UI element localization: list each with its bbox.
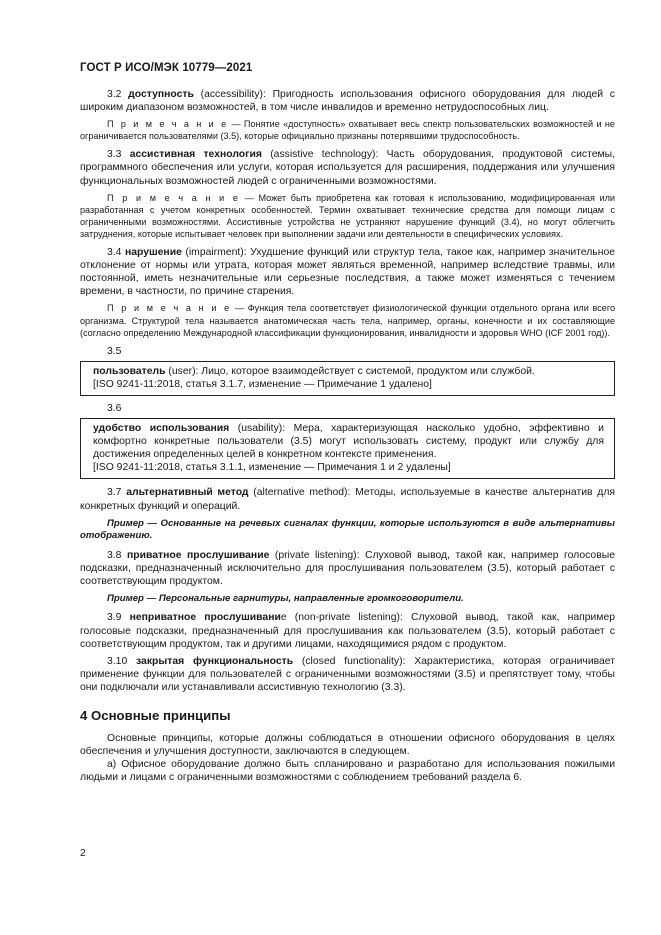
example-3-7: Пример — Основанные на речевых сигналах функции, которые используются в виде альтернативы отображению. bbox=[80, 517, 615, 542]
term-3-5-box bbox=[80, 361, 615, 396]
term-title: пользователь bbox=[93, 365, 166, 377]
term-definition: (non-private listening): Слуховой вывод, такой как, например голосовые подсказки, предназначенный для прослушивания как пользователем (3.5), который работает с соответствующим продуктом, так и другими лицами, находящимися рядом с продуктом. bbox=[80, 612, 616, 650]
section-4-title: 4 Основные принципы bbox=[80, 707, 231, 723]
note-text: — Понятие «доступность» охватывает весь спектр пользовательских возможностей и не ограничивается пользователями (3.5), которые официально признаны потерявшими трудоспособность. bbox=[80, 119, 615, 142]
term-definition: (closed functionality): Характеристика, которая ограничивает применение функции для пользователей с ограниченными возможностями (3.5) и препятствует тому, чтобы они подключали или устанавливали ассистивную технологию (3.3). bbox=[80, 655, 615, 693]
section-4-item-a: а) Офисное оборудование должно быть спланировано и разработано для использования пожилыми людьми и лицами с ограниченными возможностями с соблюдением требований раздела 6. bbox=[80, 759, 615, 784]
term-3-6-number: 3.6 bbox=[107, 402, 122, 414]
term-3-5-number: 3.5 bbox=[107, 345, 122, 357]
term-number: 3.9 bbox=[107, 612, 122, 624]
page-number: 2 bbox=[80, 848, 86, 859]
term-source: [ISO 9241-11:2018, статья 3.1.7, изменение — Примечание 1 удалено] bbox=[93, 378, 432, 390]
term-number: 3.3 bbox=[107, 149, 122, 161]
term-3-6 bbox=[93, 422, 604, 461]
term-3-2 bbox=[80, 88, 615, 114]
document-header: ГОСТ Р ИСО/МЭК 10779—2021 bbox=[80, 62, 253, 74]
term-source: [ISO 9241-11:2018, статья 3.1.1, изменение — Примечания 1 и 2 удалены] bbox=[93, 462, 451, 474]
note-text: — Может быть приобретена как готовая к использованию, модифицированная или разработанная с учетом конкретных особенностей. Термин охватывает технические средства для помощи лицам с ограниченными возможностями. Ассистивные устройства не устраняют нарушение функций (3.4), но могут облегчить затруднения, которые испытывает человек при выполнении задачи или деятельности в специфических условиях. bbox=[80, 192, 616, 239]
note-label: П р и м е ч а н и е bbox=[107, 119, 229, 130]
term-title: альтернативный метод bbox=[126, 487, 249, 499]
term-3-7 bbox=[80, 486, 615, 512]
example-3-8: Пример — Персональные гарнитуры, направленные громкоговорители. bbox=[107, 592, 464, 604]
term-3-3 bbox=[80, 148, 615, 187]
term-3-9 bbox=[80, 611, 615, 650]
note-label: П р и м е ч а н и е bbox=[107, 303, 232, 314]
document-body bbox=[80, 88, 615, 788]
term-definition: (user): Лицо, которое взаимодействует с системой, продуктом или службой. bbox=[168, 365, 535, 377]
term-definition: (assistive technology): Часть оборудования, продуктовой системы, программного обеспечения или услуги, которая используется для расширения, поддержания или улучшения функциональных возможностей людей с ограниченными возможностями. bbox=[80, 149, 615, 187]
term-number: 3.7 bbox=[107, 487, 122, 499]
term-number: 3.2 bbox=[107, 89, 122, 100]
term-number: 3.8 bbox=[107, 549, 122, 561]
term-title: приватное прослушивание bbox=[126, 549, 270, 561]
term-title: нарушение bbox=[124, 247, 182, 259]
term-definition: (alternative method): Методы, используемые в качестве альтернатив для конкретных функций и операций. bbox=[80, 487, 616, 512]
term-title: доступность bbox=[128, 89, 194, 100]
note-text: — Функция тела соответствует физиологической функции отдельного органа или всего организма. Структурой тела называется анатомическая часть тела, например, органы, конечности и их составляющие (согласно определению Международной классификации функционирования, инвалидности и здоровья WHO (ICF 2001 год)). bbox=[80, 303, 615, 338]
term-number: 3.4 bbox=[107, 247, 122, 259]
note-3-3 bbox=[80, 192, 615, 240]
term-definition: (accessibility): Пригодность использования офисного оборудования для людей с широким диапазоном возможностей, в том числе инвалидов и временно нетрудоспособных лиц. bbox=[80, 89, 616, 114]
note-label: П р и м е ч а н и е bbox=[107, 192, 240, 203]
note-3-4 bbox=[80, 302, 615, 338]
term-3-10 bbox=[80, 655, 615, 694]
term-definition: (usability): Мера, характеризующая насколько удобно, эффективно и комфортно конкретные пользователи (3.5) могут использовать систему, продукт или службу для достижения определенных целей в конкретном контексте применения. bbox=[93, 423, 604, 461]
term-3-5 bbox=[93, 365, 604, 378]
term-3-4 bbox=[80, 246, 615, 298]
term-title: закрытая функциональность bbox=[136, 655, 294, 667]
term-3-6-box bbox=[80, 418, 615, 479]
term-title: ассистивная технология bbox=[129, 149, 262, 161]
section-4-intro: Основные принципы, которые должны соблюдаться в отношении офисного оборудования в целях обеспечения и улучшения доступности, заключаются в следующем. bbox=[80, 733, 615, 758]
term-title-tail: е bbox=[280, 612, 287, 624]
term-title: удобство использования bbox=[93, 423, 230, 435]
term-title: неприватное прослушивани bbox=[129, 612, 281, 624]
term-definition: (private listening): Слуховой вывод, такой как, например голосовые подсказки, предназначенный исключительно для прослушивания пользователем (3.5), который работает с соответствующим продуктом. bbox=[80, 549, 615, 587]
note-3-2 bbox=[80, 118, 615, 142]
term-definition: (impairment): Ухудшение функций или структур тела, такое как, например значительное отклонение от нормы или утрата, которая может являться временной, например вследствие травмы, или постоянной, иметь незначительные или серьезные последствия, а также может изменяться с течением времени, в частности, по причине старения. bbox=[80, 247, 616, 298]
term-number: 3.10 bbox=[107, 655, 128, 667]
term-3-8 bbox=[80, 549, 615, 588]
